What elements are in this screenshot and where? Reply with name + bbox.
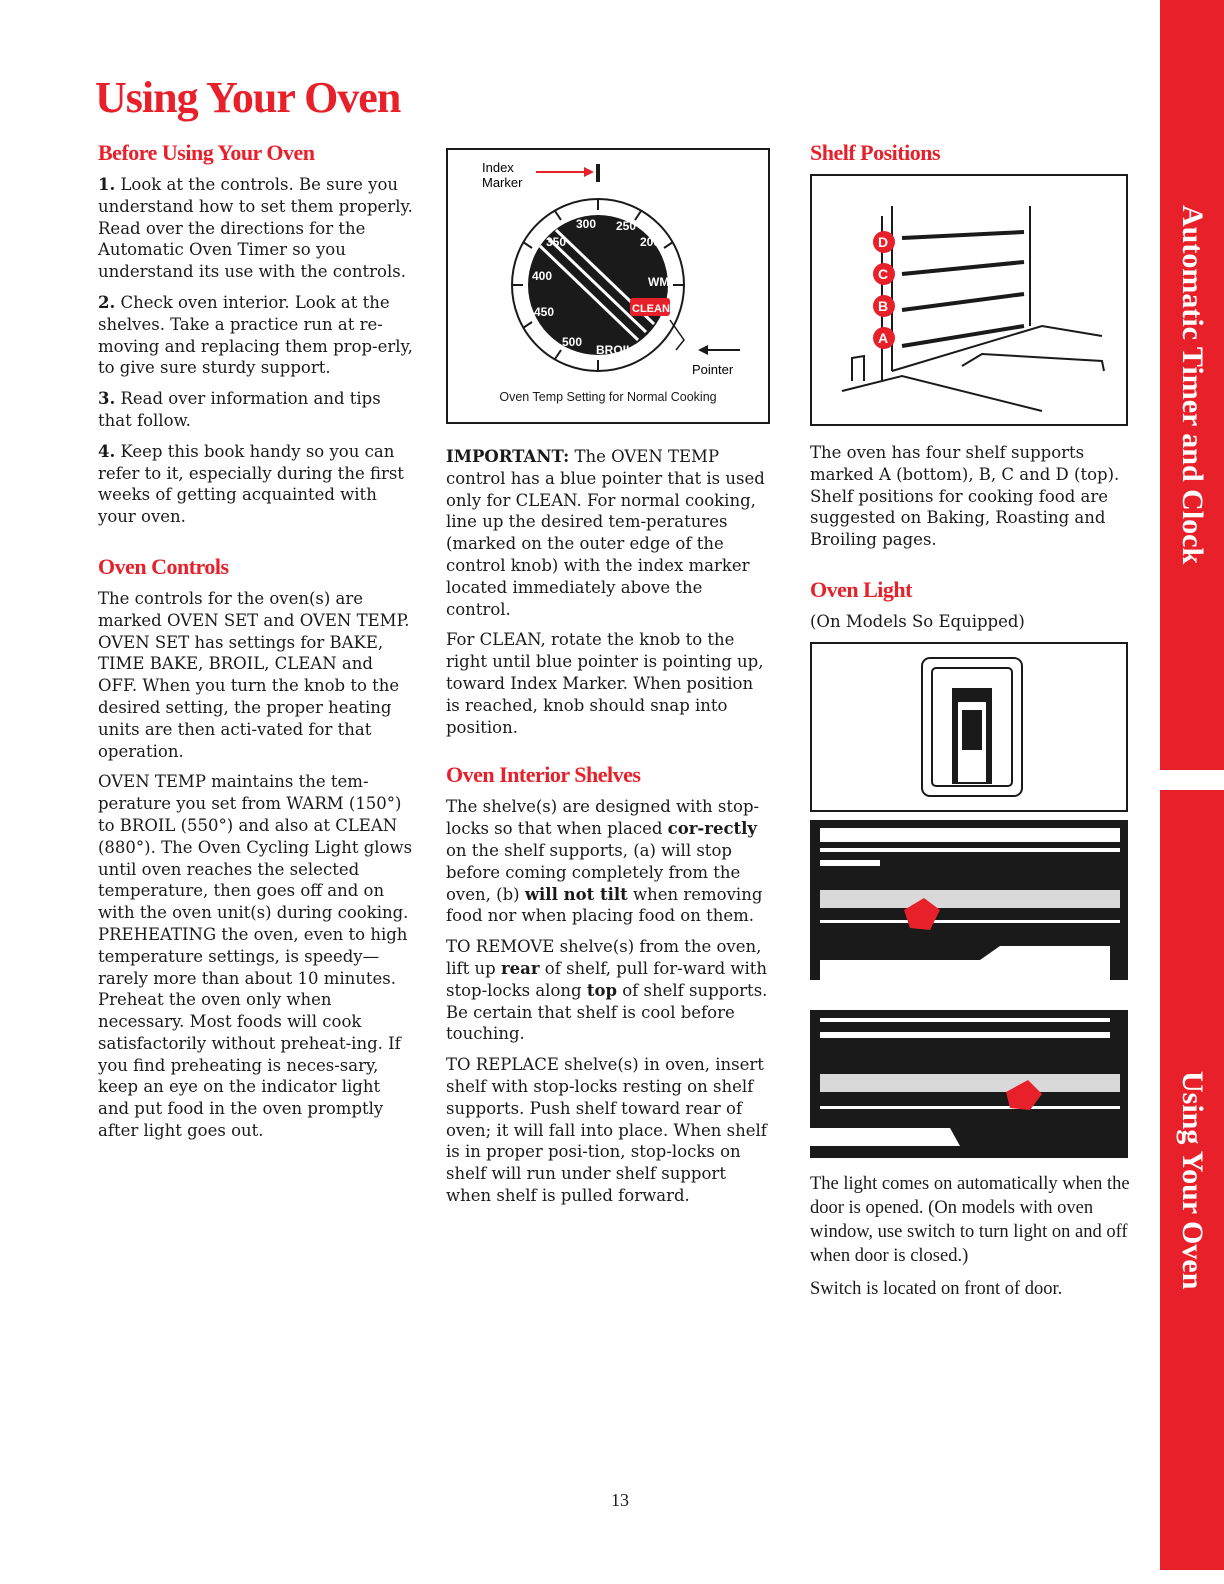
shelf-label-c: C (878, 266, 889, 282)
page-number: 13 (611, 1490, 629, 1510)
dial-label: WM (648, 275, 670, 289)
oven-light-subheading: (On Models So Equipped) (810, 611, 1025, 631)
shelf-stoplock-figure-1 (810, 820, 1128, 980)
oven-light-heading: Oven Light (810, 576, 912, 602)
dial-label: BROIL (596, 343, 634, 357)
switch-location-paragraph: Switch is located on front of door. (810, 1278, 1063, 1299)
index-label: Index (482, 160, 514, 175)
oven-temp-knob-illustration (448, 150, 768, 390)
pointer-arrow-head (698, 345, 708, 355)
dial-label: 450 (534, 305, 555, 319)
shelf-stoplock-illustration-1 (810, 820, 1128, 980)
replace-paragraph: TO REPLACE shelve(s) in oven, insert shelf with stop-locks resting on shelf supports. Push shelf toward rear of oven; it will fall into place. When shelf is in proper posi-tion, stop-locks on shelf will run under shelf support when shelf is pulled forward. (446, 1055, 767, 1205)
shelf-label-b: B (878, 298, 889, 314)
light-switch-illustration (812, 644, 1126, 810)
marker-label: Marker (482, 175, 523, 190)
shelf-positions-figure (810, 174, 1128, 426)
column-right (810, 140, 1130, 1310)
column-middle (446, 140, 772, 1216)
remove-paragraph: TO REMOVE shelve(s) from the oven, lift up rear of shelf, pull for-ward with stop-locks along top of shelf supports. Be certain that shelf is cool before touching. (446, 937, 768, 1044)
tab-label: Automatic Timer and Clock (1176, 205, 1209, 565)
shelf-stoplock-figure-2 (810, 998, 1128, 1158)
light-switch-figure (810, 642, 1128, 812)
shelf-label-a: A (878, 330, 889, 346)
oven-light-paragraph: The light comes on automatically when the door is opened. (On models with oven window, use switch to turn light on and off when door is closed.) (810, 1173, 1130, 1266)
tab-using-your-oven[interactable] (1160, 790, 1224, 1570)
index-marker-tick (596, 164, 600, 182)
blue-pointer-tab (670, 320, 684, 350)
oven-controls-heading: Oven Controls (98, 553, 229, 579)
column-left (98, 140, 416, 1151)
list-item: 4. Keep this book handy so you can refer to it, especially during the first weeks of getting acquainted with your oven. (98, 441, 404, 527)
list-item: 2. Check oven interior. Look at the shelves. Take a practice run at re-moving and replacing them prop-erly, to give sure sturdy support. (98, 292, 413, 378)
oven-controls-paragraph: The controls for the oven(s) are marked OVEN SET and OVEN TEMP. OVEN SET has settings for BAKE, TIME BAKE, BROIL, CLEAN and OFF. When you turn the knob to the desired setting, the proper heating units are then acti-vated for that operation. (98, 588, 410, 761)
page-title: Using Your Oven (95, 73, 401, 122)
pointer-label: Pointer (692, 362, 734, 377)
list-item: 3. Read over information and tips that follow. (98, 389, 381, 430)
tab-label: Using Your Oven (1176, 1070, 1209, 1290)
important-paragraph: IMPORTANT: The OVEN TEMP control has a blue pointer that is used only for CLEAN. For normal cooking, line up the desired tem-peratures (marked on the outer edge of the control knob) with the index marker located immediately above the control. (446, 447, 765, 619)
index-arrow-head (584, 167, 594, 177)
dial-label: 250 (616, 219, 637, 233)
shelf-label-d: D (878, 234, 889, 250)
list-item: 1. Look at the controls. Be sure you understand how to set them properly. Read over the directions for the Automatic Oven Timer so you understand its use with the controls. (98, 175, 413, 282)
oven-temp-paragraph: OVEN TEMP maintains the tem-perature you set from WARM (150°) to BROIL (550°) and also at CLEAN (880°). The Oven Cycling Light glows until oven reaches the selected temperature, then goes off and on with the oven unit(s) during cooking. PREHEATING the oven, even to high temperature settings, is speedy—rarely more than about 10 minutes. Preheat the oven only when necessary. Most foods will cook satisfactorily without preheat-ing. If you find preheating is neces-sary, keep an eye on the indicator light and put food in the oven promptly after light goes out. (98, 772, 413, 1141)
shelves-paragraph: The shelve(s) are designed with stop-locks so that when placed cor-rectly on the shelf supports, (a) will stop before coming completely from the oven, (b) will not tilt when removing food nor when placing food on them. (446, 797, 763, 926)
sidebar (1160, 0, 1224, 1584)
shelf-illustration (812, 176, 1126, 424)
dial-label: 350 (546, 235, 567, 249)
shelf-rails (902, 232, 1024, 346)
dial-label: 500 (562, 335, 583, 349)
clean-paragraph: For CLEAN, rotate the knob to the right until blue pointer is pointing up, toward Index Marker. When position is reached, knob should snap into position. (446, 630, 764, 737)
shelf-positions-heading: Shelf Positions (810, 140, 941, 165)
interior-shelves-heading: Oven Interior Shelves (446, 762, 641, 788)
knob-caption: Oven Temp Setting for Normal Cooking (499, 390, 717, 404)
important-label: IMPORTANT: (446, 447, 570, 466)
dial-label: 300 (576, 217, 597, 231)
before-using-heading: Before Using Your Oven (98, 140, 315, 165)
oven-temp-knob-figure (446, 148, 770, 424)
dial-label: CLEAN (632, 303, 670, 315)
dial-label: 400 (532, 269, 553, 283)
dial-label: 200 (640, 235, 661, 249)
shelf-stoplock-illustration-2 (810, 998, 1128, 1158)
shelf-positions-paragraph: The oven has four shelf supports marked A (bottom), B, C and D (top). Shelf positions for cooking food are suggested on Baking, Roasting and Broiling pages. (810, 443, 1120, 550)
tab-automatic-timer-and-clock[interactable] (1160, 0, 1224, 770)
